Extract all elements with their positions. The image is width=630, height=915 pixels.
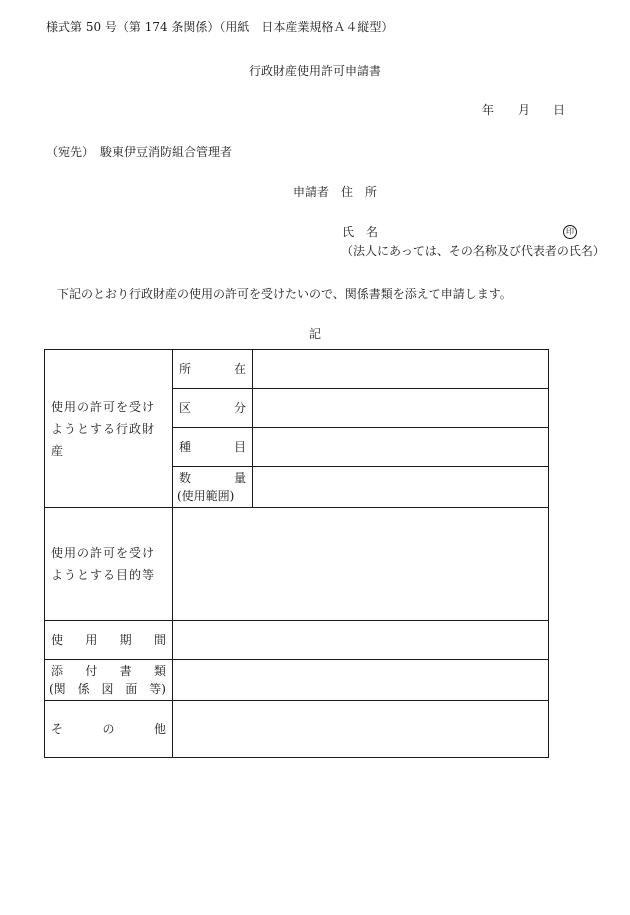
property-label-cell [45, 350, 173, 508]
category-field[interactable] [253, 389, 549, 428]
other-label-char: の [102, 722, 115, 736]
form-number: 様式第 50 号（第 174 条関係）（用紙 日本産業規格Ａ４縦型） [46, 20, 394, 34]
period-label-char: 使 [51, 633, 64, 647]
attachments-label-char: 書 [119, 664, 132, 678]
attachments-sub-char: 係 [77, 682, 90, 696]
applicant-address-label: 申請者 住 所 [293, 185, 378, 199]
purpose-label: 使用の許可を受けようとする目的等 [51, 546, 156, 582]
type-label-char: 種 [179, 440, 192, 454]
other-label-char: そ [51, 722, 64, 736]
quantity-label-char: 数 [179, 471, 192, 485]
purpose-field[interactable] [173, 508, 549, 621]
type-field[interactable] [253, 428, 549, 467]
table-row [45, 660, 549, 701]
location-label-cell [173, 350, 253, 389]
attachments-label-char: 添 [51, 664, 64, 678]
quantity-label-cell [173, 467, 253, 508]
type-label-char: 目 [233, 440, 246, 454]
document-title: 行政財産使用許可申請書 [248, 64, 381, 78]
other-label-cell [45, 701, 173, 758]
attachments-sub-char: (関 [49, 682, 66, 696]
other-label-char: 他 [153, 722, 166, 736]
quantity-sub-label: (使用範囲) [177, 489, 235, 503]
applicant-note: （法人にあっては、その名称及び代表者の氏名） [341, 244, 605, 258]
ki-heading: 記 [308, 327, 321, 341]
period-label-cell [45, 621, 173, 660]
location-label-char: 所 [179, 362, 192, 376]
attachments-field[interactable] [173, 660, 549, 701]
date-day-label: 日 [553, 103, 566, 117]
quantity-label-char: 量 [233, 471, 246, 485]
period-label-char: 用 [85, 633, 98, 647]
location-label-char: 在 [233, 362, 246, 376]
category-label-char: 分 [233, 401, 246, 415]
date-month-label: 月 [518, 103, 531, 117]
attachments-sub-char: 等) [149, 682, 166, 696]
table-row [45, 701, 549, 758]
table-row [45, 508, 549, 621]
table-row [45, 350, 549, 389]
category-label-char: 区 [179, 401, 192, 415]
property-label: 使用の許可を受けようとする行政財産 [51, 399, 156, 458]
attachments-label-char: 付 [85, 664, 98, 678]
attachments-sub-char: 面 [125, 682, 138, 696]
category-label-cell [173, 389, 253, 428]
location-field[interactable] [253, 350, 549, 389]
body-text: 下記のとおり行政財産の使用の許可を受けたいので、関係書類を添えて申請します。 [57, 287, 512, 301]
attachments-label-char: 類 [153, 664, 166, 678]
purpose-label-cell [45, 508, 173, 621]
table-row [45, 621, 549, 660]
applicant-name-label: 氏 名 [342, 225, 379, 239]
attachments-sub-char: 図 [101, 682, 114, 696]
application-table [44, 349, 549, 758]
period-label-char: 間 [153, 633, 166, 647]
seal-mark: 印 [563, 225, 577, 239]
period-field[interactable] [173, 621, 549, 660]
date-year-label: 年 [482, 103, 495, 117]
type-label-cell [173, 428, 253, 467]
other-field[interactable] [173, 701, 549, 758]
addressee: （宛先） 駿東伊豆消防組合管理者 [46, 145, 233, 159]
period-label-char: 期 [119, 633, 132, 647]
attachments-label-cell [45, 660, 173, 701]
quantity-field[interactable] [253, 467, 549, 508]
